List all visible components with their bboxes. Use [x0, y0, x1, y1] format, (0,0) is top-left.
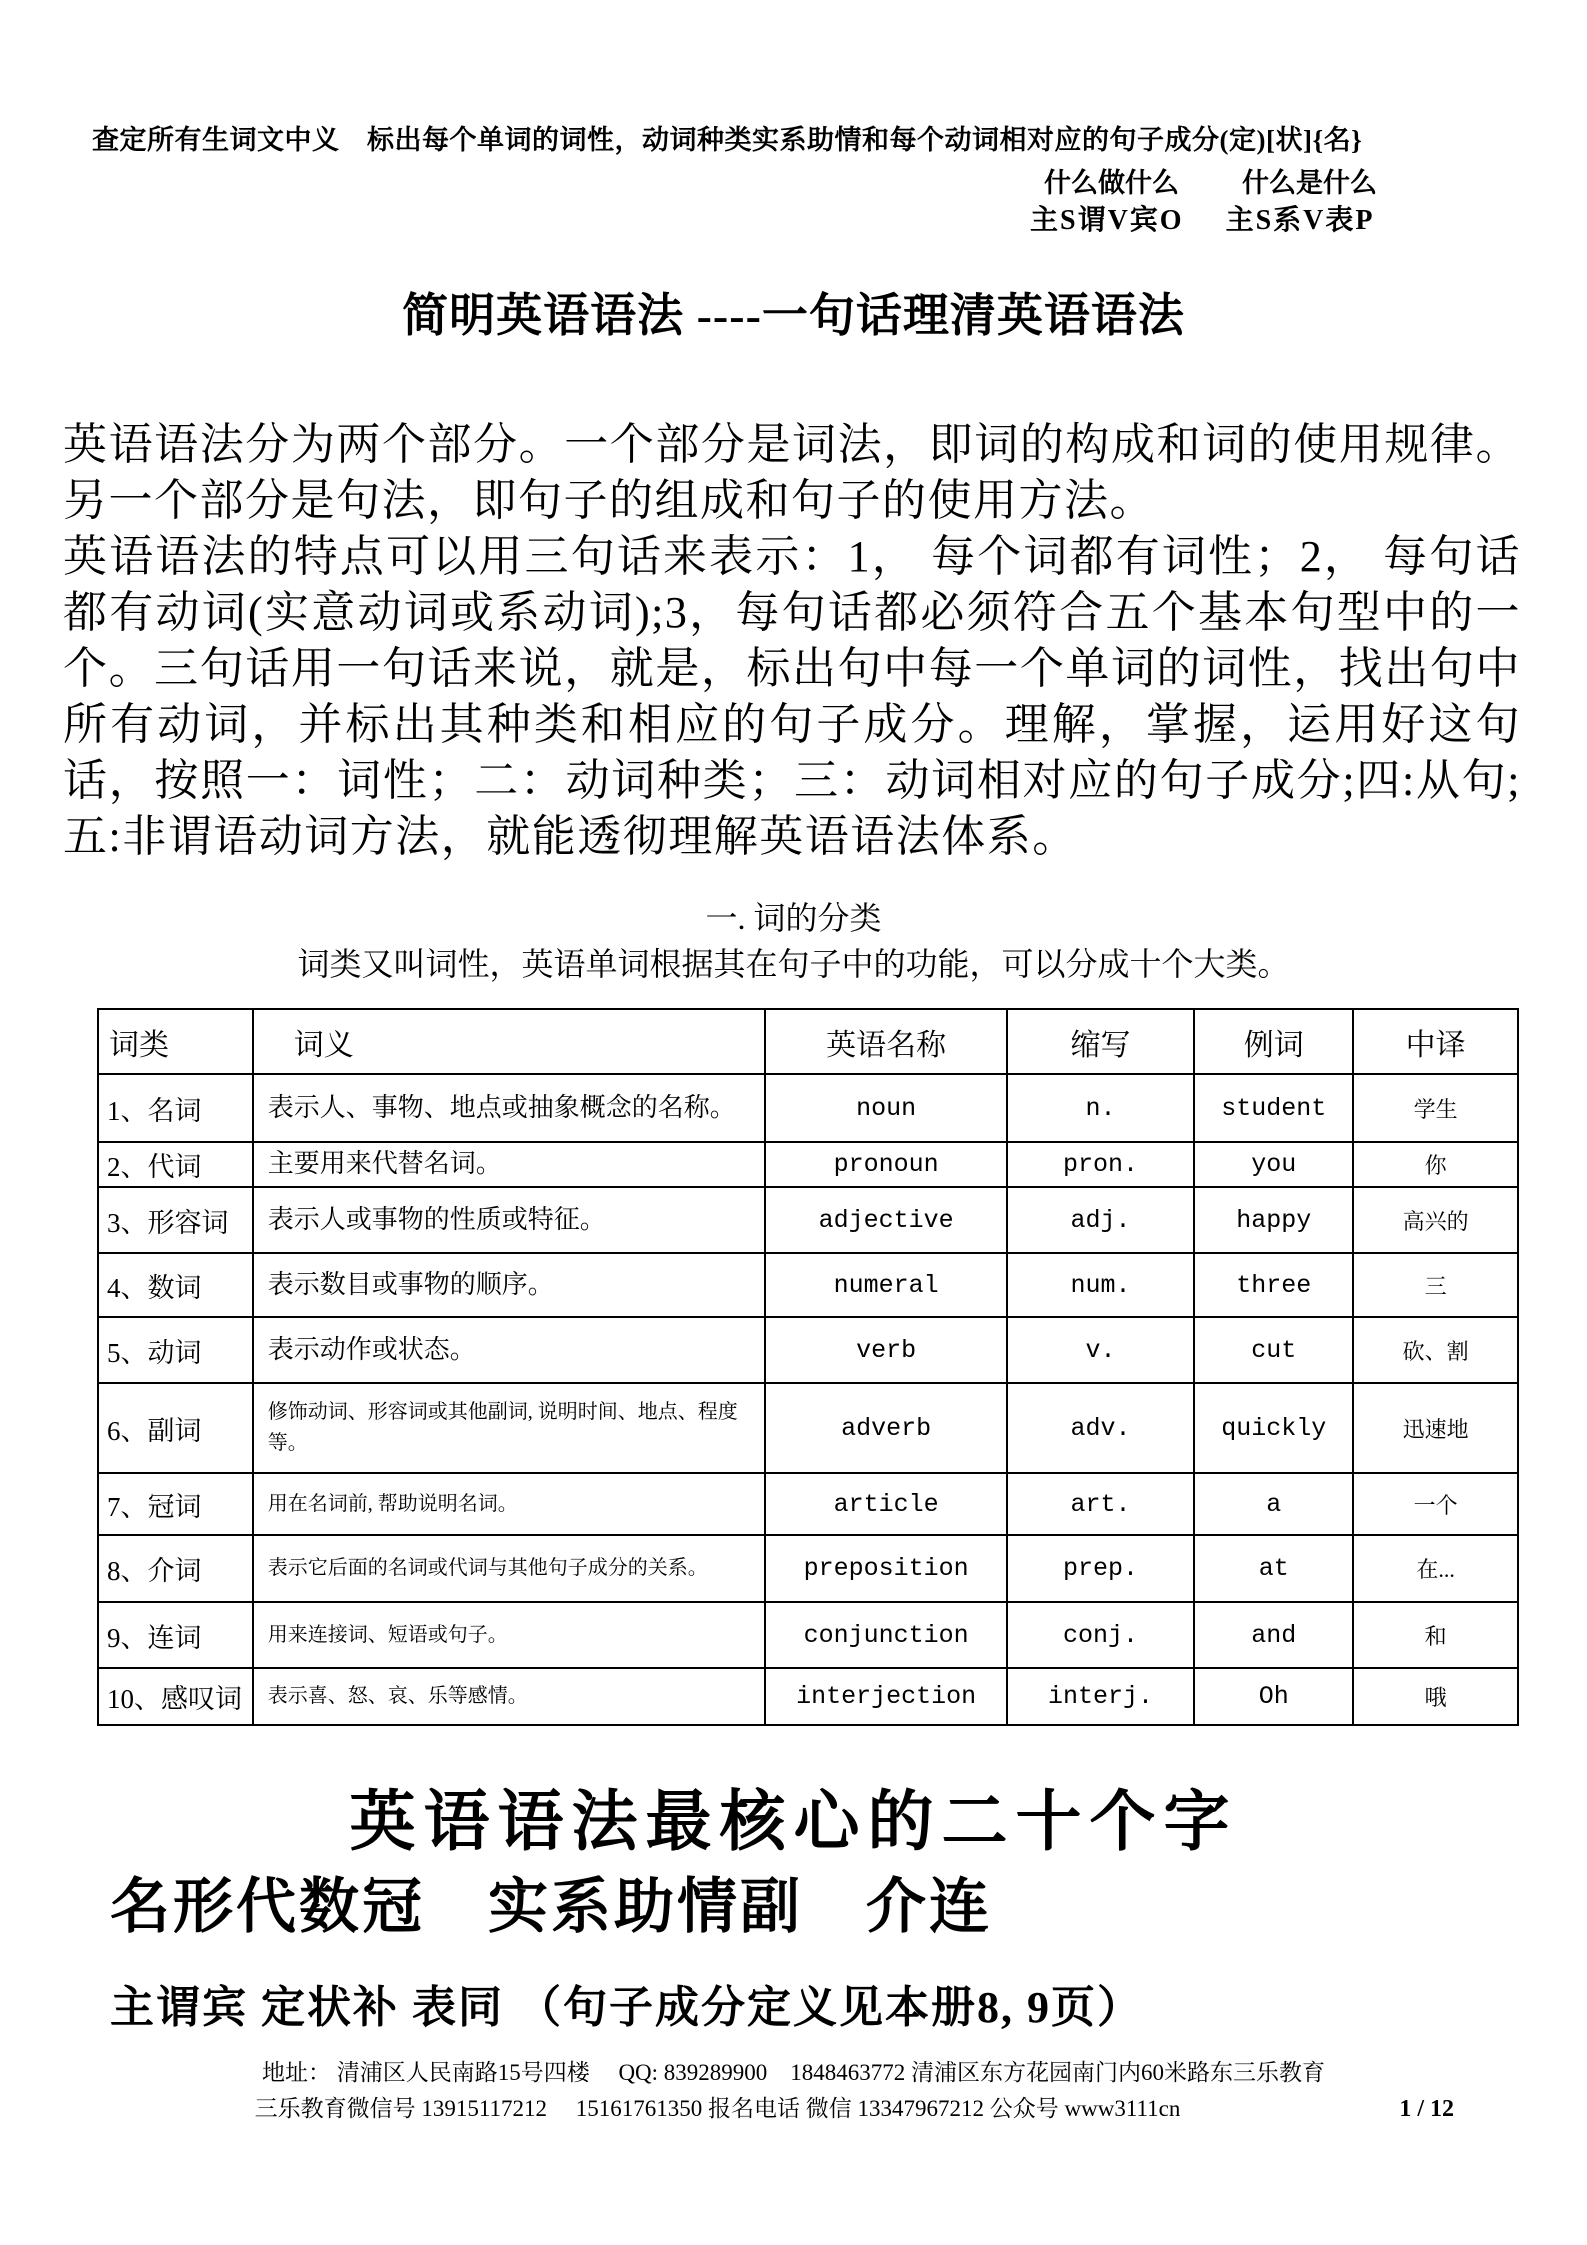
word-class-table-body: [98, 1074, 1518, 1725]
table-row: [98, 1253, 1518, 1317]
table-cell: adj.: [1007, 1187, 1194, 1253]
table-cell: 4、数词: [98, 1253, 253, 1317]
table-cell: adverb: [765, 1383, 1006, 1473]
table-row: [98, 1142, 1518, 1187]
table-cell: Oh: [1194, 1668, 1353, 1725]
table-cell: quickly: [1194, 1383, 1353, 1473]
table-cell: 迅速地: [1353, 1383, 1518, 1473]
table-cell: pronoun: [765, 1142, 1006, 1187]
table-cell: a: [1194, 1473, 1353, 1535]
footer-contact-line: 三乐教育微信号 13915117212 15161761350 报名电话 微信 13347967212 公众号 www3111cn: [254, 2096, 1181, 2121]
table-cell: 用来连接词、短语或句子。: [253, 1602, 766, 1668]
annotation-what-does-what: 什么做什么: [1044, 168, 1179, 198]
table-cell: 修饰动词、形容词或其他副词, 说明时间、地点、程度等。: [253, 1383, 766, 1473]
table-cell: 9、连词: [98, 1602, 253, 1668]
table-cell: you: [1194, 1142, 1353, 1187]
annotation-svp-pattern: 主S系V表P: [1225, 205, 1375, 236]
table-row: [98, 1602, 1518, 1668]
table-cell: adv.: [1007, 1383, 1194, 1473]
table-cell: 你: [1353, 1142, 1518, 1187]
intro-paragraph-1: 英语语法分为两个部分。一个部分是词法，即词的构成和词的使用规律。另一个部分是句法，即句子的组成和句子的使用方法。: [63, 420, 1521, 525]
intro-text: [63, 417, 1521, 865]
column-header: 缩写: [1007, 1009, 1194, 1074]
table-row: [98, 1473, 1518, 1535]
table-cell: 表示数目或事物的顺序。: [253, 1253, 766, 1317]
word-class-table-head: [98, 1009, 1518, 1074]
word-class-table: [97, 1008, 1519, 1726]
table-cell: art.: [1007, 1473, 1194, 1535]
table-cell: 高兴的: [1353, 1187, 1518, 1253]
table-cell: 和: [1353, 1602, 1518, 1668]
table-cell: cut: [1194, 1317, 1353, 1383]
table-cell: 表示它后面的名词或代词与其他句子成分的关系。: [253, 1535, 766, 1602]
table-cell: 表示人或事物的性质或特征。: [253, 1187, 766, 1253]
table-cell: at: [1194, 1535, 1353, 1602]
section-heading: 一. 词的分类: [705, 900, 882, 936]
table-row: [98, 1187, 1518, 1253]
table-cell: 用在名词前, 帮助说明名词。: [253, 1473, 766, 1535]
table-cell: preposition: [765, 1535, 1006, 1602]
table-cell: 3、形容词: [98, 1187, 253, 1253]
table-cell: v.: [1007, 1317, 1194, 1383]
table-cell: noun: [765, 1074, 1006, 1142]
annotation-what-is-what: 什么是什么: [1242, 168, 1377, 198]
table-cell: article: [765, 1473, 1006, 1535]
table-cell: student: [1194, 1074, 1353, 1142]
page-number: 1 / 12: [1399, 2096, 1454, 2122]
table-cell: 一个: [1353, 1473, 1518, 1535]
table-cell: 哦: [1353, 1668, 1518, 1725]
column-header: 例词: [1194, 1009, 1353, 1074]
column-header: 词义: [253, 1009, 766, 1074]
table-cell: 6、副词: [98, 1383, 253, 1473]
annotation-svo-pattern: 主S谓V宾O: [1030, 205, 1184, 236]
table-cell: 主要用来代替名词。: [253, 1142, 766, 1187]
annotation-line-3: [1030, 198, 1374, 238]
table-cell: 2、代词: [98, 1142, 253, 1187]
table-cell: and: [1194, 1602, 1353, 1668]
table-row: [98, 1383, 1518, 1473]
table-cell: 表示动作或状态。: [253, 1317, 766, 1383]
table-cell: 5、动词: [98, 1317, 253, 1383]
column-header: 词类: [98, 1009, 253, 1074]
section-subheading: 词类又叫词性，英语单词根据其在句子中的功能，可以分成十个大类。: [297, 946, 1290, 982]
table-cell: interj.: [1007, 1668, 1194, 1725]
core-word-classes-line: 名形代数冠 实系助情副 介连: [110, 1874, 992, 1940]
page-footer: [0, 2055, 1587, 2127]
footer-address-line: 地址： 清浦区人民南路15号四楼 QQ: 839289900 1848463772 清浦区东方花园南门内60米路东三乐教育: [261, 2060, 1326, 2085]
table-cell: numeral: [765, 1253, 1006, 1317]
table-cell: conj.: [1007, 1602, 1194, 1668]
table-cell: 学生: [1353, 1074, 1518, 1142]
column-header: 中译: [1353, 1009, 1518, 1074]
table-row: [98, 1535, 1518, 1602]
table-cell: 三: [1353, 1253, 1518, 1317]
table-cell: 10、感叹词: [98, 1668, 253, 1725]
table-row: [98, 1317, 1518, 1383]
table-cell: 砍、割: [1353, 1317, 1518, 1383]
table-row: [98, 1074, 1518, 1142]
annotation-line-2: [1044, 161, 1377, 200]
table-cell: 1、名词: [98, 1074, 253, 1142]
table-cell: 表示喜、怒、哀、乐等感情。: [253, 1668, 766, 1725]
table-cell: 7、冠词: [98, 1473, 253, 1535]
table-cell: verb: [765, 1317, 1006, 1383]
core-twenty-chars-heading: 英语语法最核心的二十个字: [349, 1786, 1238, 1859]
column-header: 英语名称: [765, 1009, 1006, 1074]
table-cell: n.: [1007, 1074, 1194, 1142]
table-cell: num.: [1007, 1253, 1194, 1317]
table-cell: interjection: [765, 1668, 1006, 1725]
table-cell: happy: [1194, 1187, 1353, 1253]
table-row: [98, 1668, 1518, 1725]
table-cell: pron.: [1007, 1142, 1194, 1187]
core-sentence-elements-line: 主谓宾 定状补 表同 （句子成分定义见本册8, 9页）: [110, 1983, 1143, 2032]
table-cell: 在...: [1353, 1535, 1518, 1602]
table-header-row: [98, 1009, 1518, 1074]
table-cell: 表示人、事物、地点或抽象概念的名称。: [253, 1074, 766, 1142]
table-cell: adjective: [765, 1187, 1006, 1253]
page-title: 简明英语语法 ----一句话理清英语语法: [402, 290, 1185, 341]
intro-paragraph-2: 英语语法的特点可以用三句话来表示：1， 每个词都有词性；2， 每句话都有动词(实意动词或系动词);3，每句话都必须符合五个基本句型中的一个。三句话用一句话来说，就是，标出句中每一个单词的词性，找出句中所有动词，并标出其种类和相应的句子成分。理解，掌握，运用好这句话，按照一：词性；二：动词种类；三：动词相对应的句子成分;四:从句;五:非谓语动词方法，就能透彻理解英语语法体系。: [63, 532, 1521, 861]
table-cell: conjunction: [765, 1602, 1006, 1668]
table-cell: three: [1194, 1253, 1353, 1317]
table-cell: 8、介词: [98, 1535, 253, 1602]
table-cell: prep.: [1007, 1535, 1194, 1602]
annotation-line-1: 查定所有生词文中义 标出每个单词的词性，动词种类实系助情和每个动词相对应的句子成分(定)[状]{名}: [92, 125, 1363, 155]
